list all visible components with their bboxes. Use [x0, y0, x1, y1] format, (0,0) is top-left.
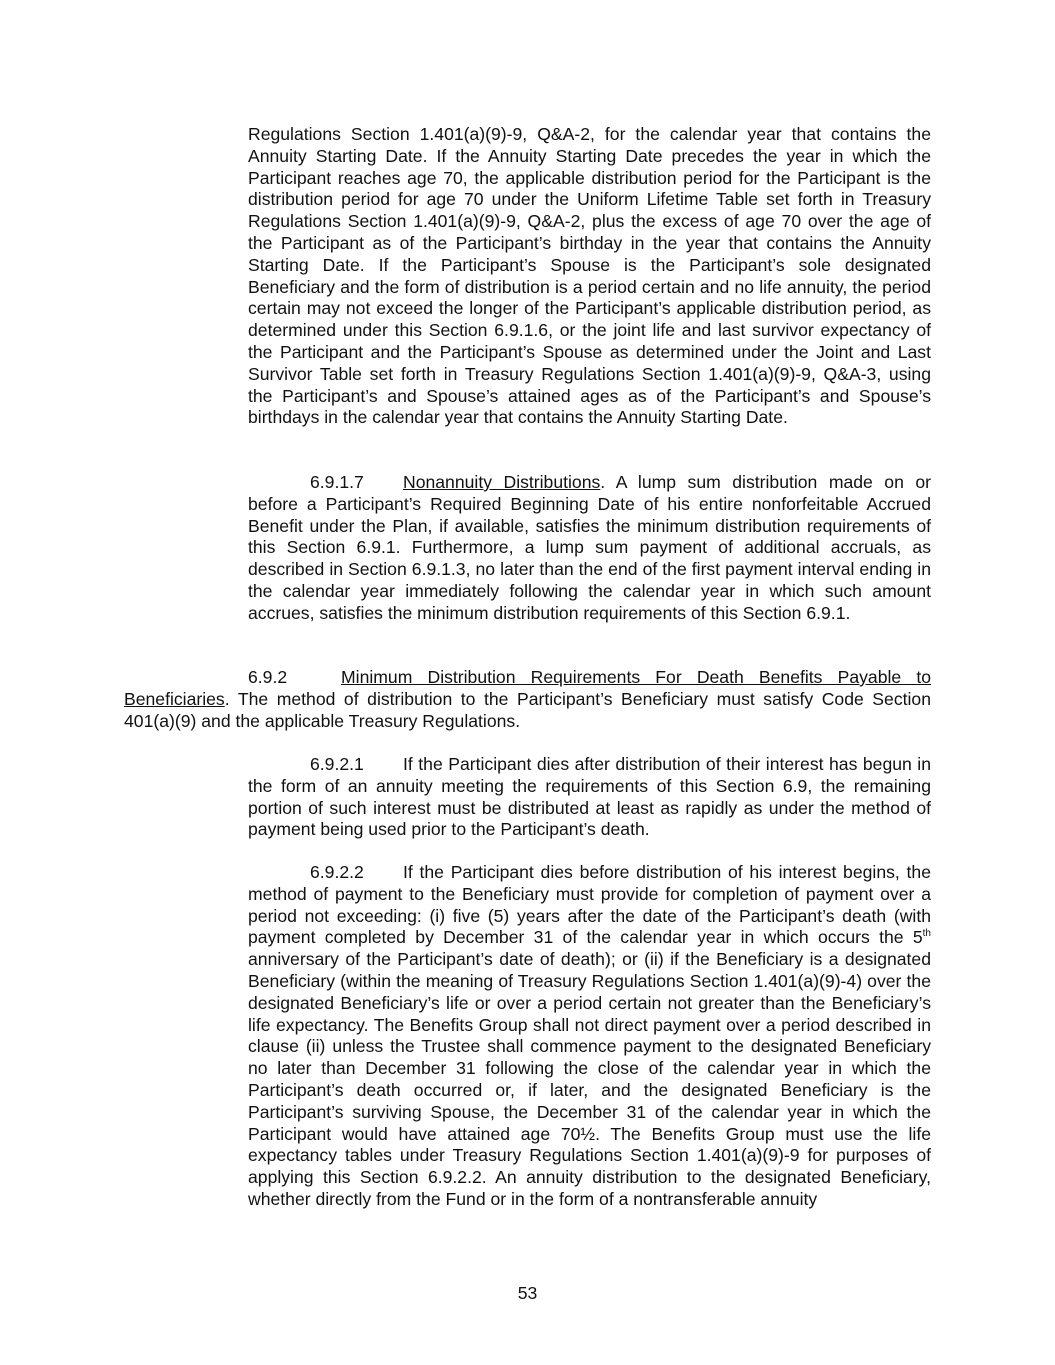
paragraph-continuation-text: Regulations Section 1.401(a)(9)-9, Q&A-2, for the calendar year that contains the Annuity Starting Date. If the Annuity Starting Date precedes the year in which the Participant reaches age 70, the applicable distribution period for the Participant is the distribution period for age 70 under the Uniform Lifetime Table set forth in Treasury Regulations Section 1.401(a)(9)-9, Q&A-2, plus the excess of age 70 over the age of the Participant as of the Participant’s birthday in the year that contains the Annuity Starting Date. If the Participant’s Spouse is the Participant’s sole designated Beneficiary and the form of distribution is a period certain and no life annuity, the period certain may not exceed the longer of the Participant’s applicable distribution period, as determined under this Section 6.9.1.6, or the joint life and last survivor expectancy of the Participant and the Participant’s Spouse as determined under the Joint and Last Survivor Table set forth in Treasury Regulations Section 1.401(a)(9)-9, Q&A-3, using the Participant’s and Spouse’s attained ages as of the Participant’s and Spouse’s birthdays in the calendar year that contains the Annuity Starting Date.	[248, 124, 931, 428]
section-text: . The method of distribution to the Participant’s Beneficiary must satisfy Code Section 401(a)(9) and the applicable Treasury Regulations.	[124, 688, 931, 731]
section-heading: Nonannuity Distributions	[403, 472, 601, 492]
section-text: If the Participant dies after distribution of their interest has begun in the form of an annuity meeting the requirements of this Section 6.9, the remaining portion of such interest must be distributed at least as rapidly as under the method of payment being used prior to the Participant’s death.	[248, 754, 931, 840]
section-6-9-2-2	[248, 862, 931, 1211]
section-number: 6.9.2.2	[310, 862, 364, 882]
section-number: 6.9.1.7	[310, 472, 364, 492]
section-text: . A lump sum distribution made on or before a Participant’s Required Beginning Date of his entire nonforfeitable Accrued Benefit under the Plan, if available, satisfies the minimum distribution requirements of this Section 6.9.1. Furthermore, a lump sum payment of additional accruals, as described in Section 6.9.1.3, no later than the end of the first payment interval ending in the calendar year immediately following the calendar year in which such amount accrues, satisfies the minimum distribution requirements of this Section 6.9.1.	[248, 472, 932, 623]
section-number: 6.9.2	[248, 667, 288, 687]
page-number: 53	[517, 1283, 538, 1303]
section-number: 6.9.2.1	[310, 754, 364, 774]
ordinal-superscript: th	[922, 928, 931, 940]
paragraph-continuation	[248, 124, 931, 429]
section-6-9-2-1	[248, 754, 931, 841]
section-6-9-2	[124, 667, 931, 732]
section-6-9-1-7	[248, 472, 931, 625]
section-heading: Minimum Distribution Requirements For Death Benefits Payable to Beneficiaries	[124, 667, 931, 709]
section-text-part-b: anniversary of the Participant’s date of death); or (ii) if the Beneficiary is a designated Beneficiary (within the meaning of Treasury Regulations Section 1.401(a)(9)-4) over the designated Beneficiary’s life or over a period certain not greater than the Beneficiary’s life expectancy. The Benefits Group shall not direct payment over a period described in clause (ii) unless the Trustee shall commence payment to the designated Beneficiary no later than December 31 following the close of the calendar year in which the Participant’s death occurred or, if later, and the designated Beneficiary is the Participant’s surviving Spouse, the December 31 of the calendar year in which the Participant would have attained age 70½. The Benefits Group must use the life expectancy tables under Treasury Regulations Section 1.401(a)(9)-9 for purposes of applying this Section 6.9.2.2. An annuity distribution to the designated Beneficiary, whether directly from the Fund or in the form of a nontransferable annuity	[248, 949, 931, 1209]
section-text-part-a: If the Participant dies before distribution of his interest begins, the method of payment to the Beneficiary must provide for completion of payment over a period not exceeding: (i) five (5) years after the date of the Participant’s death (with payment completed by December 31 of the calendar year in which occurs the 5	[248, 862, 931, 948]
